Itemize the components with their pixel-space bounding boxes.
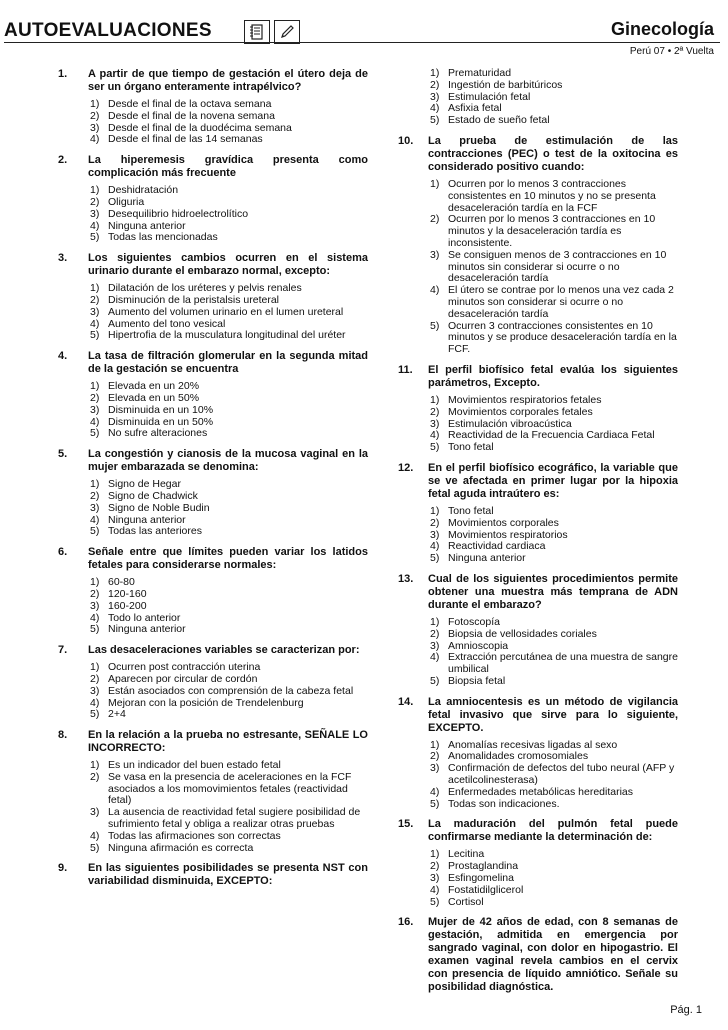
answer-option <box>428 676 678 688</box>
option-number: 2) <box>90 391 100 404</box>
answer-option <box>88 624 368 636</box>
option-text: Movimientos respiratorios <box>448 528 568 541</box>
answer-option <box>428 442 678 454</box>
question <box>398 135 678 356</box>
answer-option <box>88 134 368 146</box>
option-text: Ocurren 3 contracciones consistentes en 10 minutos y se produce desaceleración tardía en la FCF. <box>448 319 677 356</box>
question-number: 5. <box>58 448 68 461</box>
option-number: 5) <box>430 674 440 687</box>
question-number: 16. <box>398 916 414 929</box>
option-text: Todas las anteriores <box>108 525 202 538</box>
option-number: 5) <box>430 441 440 454</box>
option-text: Es un indicador del buen estado fetal <box>108 759 281 772</box>
question <box>58 546 368 636</box>
option-text: Fostatidilglicerol <box>448 883 524 896</box>
option-number: 3) <box>430 762 440 775</box>
question-number: 10. <box>398 134 414 147</box>
option-text: Anomalías recesivas ligadas al sexo <box>448 738 618 751</box>
question-text: Las desaceleraciones variables se caracterizan por: <box>88 644 360 657</box>
option-number: 1) <box>90 661 100 674</box>
option-text: Hipertrofia de la musculatura longitudinal del uréter <box>108 329 346 342</box>
option-text: Tono fetal <box>448 441 494 454</box>
option-text: 120-160 <box>108 587 147 600</box>
option-number: 4) <box>90 829 100 842</box>
option-number: 3) <box>430 528 440 541</box>
option-text: Ninguna anterior <box>108 623 186 636</box>
option-number: 5) <box>430 319 440 332</box>
answer-option <box>428 553 678 565</box>
option-text: Aumento del volumen urinario en el lumen ureteral <box>108 305 344 318</box>
answer-option <box>428 250 678 285</box>
page-header <box>0 0 728 60</box>
option-text: Movimientos corporales <box>448 516 559 529</box>
option-text: Signo de Noble Budin <box>108 501 210 514</box>
option-number: 3) <box>90 403 100 416</box>
question-text: La maduración del pulmón fetal puede confirmarse mediante la determinación de: <box>428 818 678 844</box>
question <box>58 448 368 538</box>
question <box>398 916 678 994</box>
option-number: 1) <box>90 576 100 589</box>
option-text: Desde el final de las 14 semanas <box>108 133 263 146</box>
option-number: 4) <box>90 219 100 232</box>
option-number: 5) <box>430 895 440 908</box>
option-text: Fotoscopía <box>448 615 500 628</box>
question <box>58 68 368 146</box>
option-number: 4) <box>90 611 100 624</box>
answer-option <box>88 807 368 831</box>
option-number: 1) <box>90 184 100 197</box>
option-text: Desequilibrio hidroelectrolítico <box>108 207 249 220</box>
question <box>398 462 678 565</box>
question-number: 7. <box>58 644 68 657</box>
option-text: Biopsia de vellosidades coriales <box>448 627 597 640</box>
option-number: 3) <box>90 806 100 819</box>
question-9-options-continued <box>398 68 678 127</box>
option-text: Enfermedades metabólicas hereditarias <box>448 785 634 798</box>
option-number: 1) <box>430 738 440 751</box>
answer-option <box>428 763 678 787</box>
option-number: 5) <box>430 552 440 565</box>
question <box>58 252 368 342</box>
option-text: Deshidratación <box>108 184 179 197</box>
answer-option <box>88 526 368 538</box>
question-number: 1. <box>58 68 68 80</box>
option-text: Extracción percutánea de una muestra de sangre umbilical <box>448 651 678 676</box>
option-text: Todo lo anterior <box>108 611 181 624</box>
option-number: 4) <box>430 284 440 297</box>
option-number: 2) <box>430 78 440 91</box>
option-number: 1) <box>90 759 100 772</box>
question <box>58 729 368 854</box>
option-text: El útero se contrae por lo menos una vez cada 2 minutos son considerar si ocurre o no desaceleración tardía <box>448 284 674 320</box>
option-text: Estimulación fetal <box>448 90 531 103</box>
option-text: Ninguna anterior <box>448 552 526 565</box>
option-number: 3) <box>90 599 100 612</box>
option-text: Mejoran con la posición de Trendelenburg <box>108 696 304 709</box>
answer-option <box>428 285 678 320</box>
option-text: Movimientos respiratorios fetales <box>448 393 602 406</box>
option-number: 4) <box>430 785 440 798</box>
question-text: El perfil biofísico fetal evalúa los siguientes parámetros, Excepto. <box>428 363 678 389</box>
header-rule <box>4 42 720 43</box>
answer-option <box>428 214 678 249</box>
question <box>398 573 678 688</box>
option-text: 60-80 <box>108 576 135 589</box>
option-number: 2) <box>90 672 100 685</box>
question <box>58 644 368 721</box>
option-number: 5) <box>90 623 100 636</box>
option-number: 3) <box>430 417 440 430</box>
answer-option <box>428 321 678 356</box>
option-number: 3) <box>90 207 100 220</box>
edition-label: Perú 07 • 2ª Vuelta <box>629 46 714 57</box>
option-number: 2) <box>430 213 440 226</box>
option-text: Confirmación de defectos del tubo neural (AFP y acetilcolinesterasa) <box>448 762 675 787</box>
question-number: 15. <box>398 818 414 831</box>
option-number: 4) <box>430 883 440 896</box>
option-text: Tono fetal <box>448 504 494 517</box>
option-number: 4) <box>90 415 100 428</box>
option-number: 4) <box>430 102 440 115</box>
option-text: Desde el final de la octava semana <box>108 98 272 110</box>
option-number: 5) <box>430 114 440 127</box>
question-number: 8. <box>58 729 68 742</box>
option-text: Todas las mencionadas <box>108 231 218 244</box>
answer-option <box>88 232 368 244</box>
option-text: Amnioscopia <box>448 639 509 652</box>
answer-option <box>428 179 678 214</box>
question-number: 4. <box>58 350 68 363</box>
option-number: 1) <box>430 848 440 861</box>
question-number: 13. <box>398 572 414 585</box>
option-text: Signo de Chadwick <box>108 489 198 502</box>
option-text: Ingestión de barbitúricos <box>448 78 563 91</box>
question <box>58 154 368 244</box>
option-text: Lecitina <box>448 848 485 861</box>
option-number: 3) <box>430 248 440 261</box>
option-number: 2) <box>430 516 440 529</box>
option-number: 2) <box>430 750 440 763</box>
option-number: 2) <box>430 627 440 640</box>
option-number: 2) <box>430 405 440 418</box>
right-column <box>398 68 678 1002</box>
question-number: 2. <box>58 154 68 167</box>
answer-option <box>88 698 368 710</box>
option-text: Movimientos corporales fetales <box>448 405 593 418</box>
option-text: Disminuida en un 50% <box>108 415 214 428</box>
option-number: 1) <box>430 67 440 79</box>
option-number: 2) <box>90 293 100 306</box>
pencil-icon <box>274 20 300 44</box>
question-number: 14. <box>398 695 414 708</box>
option-text: Ocurren post contracción uterina <box>108 661 261 674</box>
question-text: La prueba de estimulación de las contracciones (PEC) o test de la oxitocina es considerado positivo cuando: <box>428 134 678 173</box>
option-number: 3) <box>430 639 440 652</box>
option-number: 2) <box>90 195 100 208</box>
option-number: 1) <box>90 98 100 110</box>
option-number: 4) <box>90 513 100 526</box>
option-text: La ausencia de reactividad fetal sugiere posibilidad de sufrimiento fetal y obliga a realizar otras pruebas <box>108 806 361 831</box>
option-number: 4) <box>430 540 440 553</box>
option-text: Reactividad de la Frecuencia Cardiaca Fetal <box>448 429 655 442</box>
question-number: 3. <box>58 252 68 265</box>
option-number: 3) <box>90 305 100 318</box>
notebook-icon <box>244 20 270 44</box>
option-number: 3) <box>430 872 440 885</box>
option-text: Ninguna anterior <box>108 219 186 232</box>
question-number: 9. <box>58 862 68 875</box>
section-title: AUTOEVALUACIONES <box>4 20 212 41</box>
option-number: 5) <box>90 231 100 244</box>
question-number: 6. <box>58 546 68 559</box>
option-number: 4) <box>90 696 100 709</box>
option-number: 1) <box>430 504 440 517</box>
option-text: Elevada en un 50% <box>108 391 200 404</box>
option-text: Signo de Hegar <box>108 478 181 491</box>
question-text: La congestión y cianosis de la mucosa vaginal en la mujer embarazada se denomina: <box>88 448 368 474</box>
answer-option <box>428 115 678 127</box>
answer-option <box>428 799 678 811</box>
option-number: 2) <box>430 860 440 873</box>
option-number: 4) <box>430 429 440 442</box>
option-number: 1) <box>430 177 440 190</box>
option-text: No sufre alteraciones <box>108 427 208 440</box>
question <box>398 364 678 454</box>
option-text: Dilatación de los uréteres y pelvis renales <box>108 282 302 295</box>
option-text: Están asociados con comprensión de la cabeza fetal <box>108 684 354 697</box>
question-text: La tasa de filtración glomerular en la segunda mitad de la gestación se encuentra <box>88 350 368 376</box>
option-text: Ninguna afirmación es correcta <box>108 841 254 854</box>
left-column <box>58 68 368 896</box>
option-text: Oliguria <box>108 195 145 208</box>
option-text: Desde el final de la duodécima semana <box>108 121 292 134</box>
question-text: En la relación a la prueba no estresante, SEÑALE LO INCORRECTO: <box>88 729 368 755</box>
option-text: Esfingomelina <box>448 872 514 885</box>
option-number: 2) <box>90 587 100 600</box>
question <box>398 696 678 811</box>
option-text: Elevada en un 20% <box>108 380 200 393</box>
question-text: En el perfil biofísico ecográfico, la variable que se ve afectada en primer lugar por la hipoxia fetal aguda intraútero es: <box>428 461 678 500</box>
option-text: Reactividad cardiaca <box>448 540 546 553</box>
option-text: Disminución de la peristalsis ureteral <box>108 293 279 306</box>
option-text: Biopsia fetal <box>448 674 506 687</box>
option-text: Estimulación vibroacústica <box>448 417 572 430</box>
page-number: Pág. 1 <box>670 1004 702 1016</box>
question-text: Los siguientes cambios ocurren en el sistema urinario durante el embarazo normal, excepto: <box>88 252 368 278</box>
option-text: Todas las afirmaciones son correctas <box>108 829 281 842</box>
option-text: Disminuida en un 10% <box>108 403 214 416</box>
option-number: 3) <box>90 121 100 134</box>
option-number: 1) <box>90 478 100 491</box>
question <box>58 862 368 888</box>
option-text: Prostaglandina <box>448 860 519 873</box>
option-text: 2+4 <box>108 708 126 721</box>
question-text: Mujer de 42 años de edad, con 8 semanas de gestación, admitida en emergencia por sangrado vaginal, con dolor en hipogastrio. El examen vaginal revela cambios en el cervix con presencia de líquido amniótico. Señale su posibilidad diagnóstica. <box>428 916 678 994</box>
question-text: Cual de los siguientes procedimientos permite obtener una muestra más temprana de ADN durante el embarazo? <box>428 572 678 611</box>
question-number: 11. <box>398 363 413 376</box>
option-number: 5) <box>430 797 440 810</box>
option-number: 1) <box>90 282 100 295</box>
option-number: 1) <box>430 393 440 406</box>
option-text: Ocurren por lo menos 3 contracciones consistentes en 10 minutos y no se presenta desaceleración tardía en la FCF <box>448 177 656 214</box>
option-text: Aparecen por circular de cordón <box>108 672 258 685</box>
question <box>58 350 368 440</box>
answer-option <box>88 843 368 855</box>
option-text: Anomalidades cromosomiales <box>448 750 589 763</box>
option-number: 1) <box>90 380 100 393</box>
option-text: Aumento del tono vesical <box>108 317 226 330</box>
option-number: 5) <box>90 427 100 440</box>
answer-option <box>88 772 368 807</box>
option-number: 1) <box>430 615 440 628</box>
answer-option <box>88 709 368 721</box>
option-text: Se consiguen menos de 3 contracciones en 10 minutos sin considerar si ocurre o no desaceleración tardía <box>448 248 667 285</box>
option-number: 4) <box>90 317 100 330</box>
option-number: 4) <box>90 133 100 146</box>
option-text: Todas son indicaciones. <box>448 797 560 810</box>
option-text: Desde el final de la novena semana <box>108 109 275 122</box>
option-number: 2) <box>90 489 100 502</box>
question-text: En las siguientes posibilidades se presenta NST con variabilidad disminuida, EXCEPTO: <box>88 862 368 888</box>
answer-option <box>428 652 678 676</box>
option-text: Se vasa en la presencia de aceleraciones en la FCF asociados a los momovimientos fetales (reactividad fetal) <box>108 770 352 807</box>
question-text: La hiperemesis gravídica presenta como complicación más frecuente <box>88 154 368 180</box>
question-text: Señale entre que límites pueden variar los latidos fetales para considerarse normales: <box>88 546 368 572</box>
subject-title: Ginecología <box>610 19 714 39</box>
option-text: 160-200 <box>108 599 147 612</box>
option-text: Ocurren por lo menos 3 contracciones en 10 minutos y la desaceleración tardía es inconsistente. <box>448 213 656 249</box>
option-text: Ninguna anterior <box>108 513 186 526</box>
question-number: 12. <box>398 461 414 474</box>
answer-option <box>428 897 678 909</box>
question-text: La amniocentesis es un método de vigilancia fetal invasivo que sirve para lo siguiente, EXCEPTO. <box>428 695 678 734</box>
option-number: 5) <box>90 841 100 854</box>
question-text: A partir de que tiempo de gestación el útero deja de ser un órgano enteramente intrapélvico? <box>88 68 368 93</box>
option-text: Cortisol <box>448 895 484 908</box>
option-number: 2) <box>90 109 100 122</box>
question <box>398 818 678 908</box>
option-number: 4) <box>430 651 440 664</box>
option-number: 3) <box>90 684 100 697</box>
option-number: 2) <box>90 770 100 783</box>
option-number: 5) <box>90 525 100 538</box>
option-number: 5) <box>90 708 100 721</box>
option-text: Estado de sueño fetal <box>448 114 550 127</box>
answer-option <box>88 428 368 440</box>
option-number: 5) <box>90 329 100 342</box>
answer-option <box>88 330 368 342</box>
option-number: 3) <box>430 90 440 103</box>
option-text: Asfixia fetal <box>448 102 502 115</box>
option-number: 3) <box>90 501 100 514</box>
option-text: Prematuridad <box>448 67 512 79</box>
